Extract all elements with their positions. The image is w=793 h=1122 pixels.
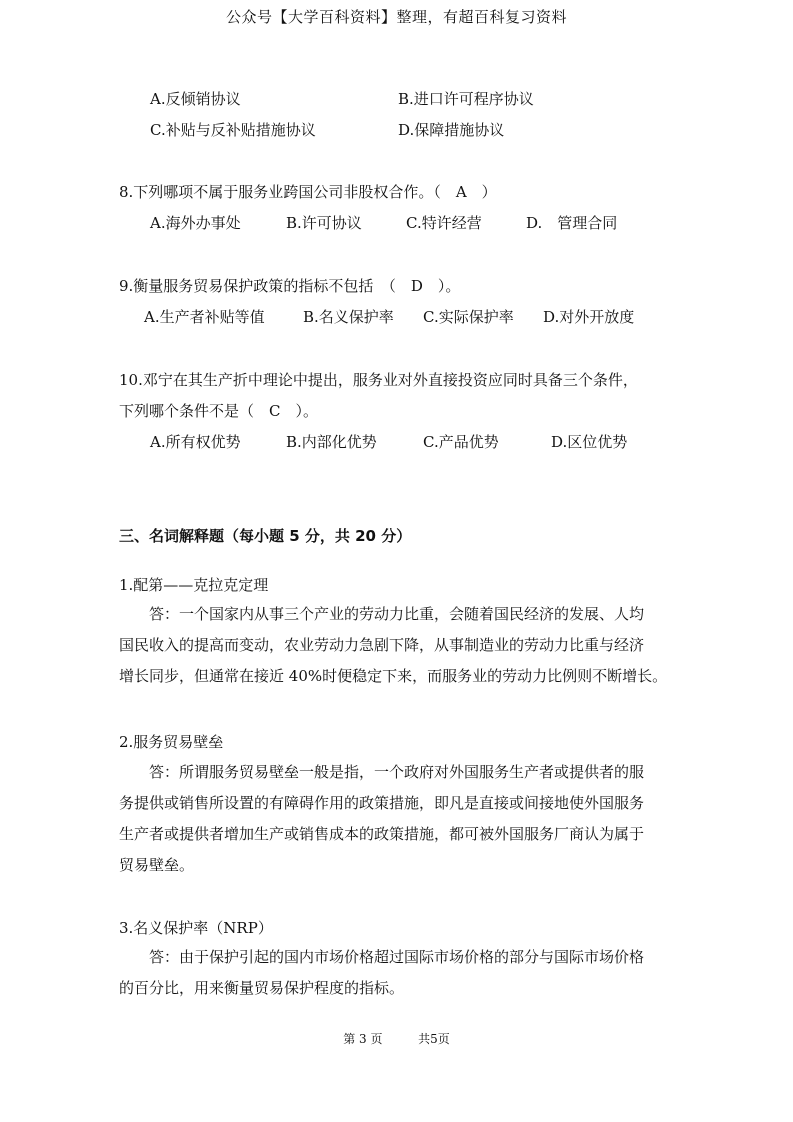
q10-option-b: B.内部化优势 (286, 433, 377, 451)
q7-option-a: A.反倾销协议 (150, 90, 241, 108)
q9-option-b: B.名义保护率 (303, 308, 394, 326)
answer-line: 答：所谓服务贸易壁垒一般是指，一个政府对外国服务生产者或提供者的服 (149, 763, 645, 781)
q10-stem-line1: 10.邓宁在其生产折中理论中提出，服务业对外直接投资应同时具备三个条件， (119, 371, 638, 389)
answer-line: 贸易壁垒。 (119, 856, 195, 874)
q9-option-a: A.生产者补贴等值 (144, 308, 265, 326)
q8-option-b: B.许可协议 (286, 214, 362, 232)
term-title: 2.服务贸易壁垒 (119, 733, 224, 751)
q8-option-a: A.海外办事处 (150, 214, 241, 232)
term-answer (119, 599, 674, 692)
page-footer (0, 1030, 793, 1047)
answer-line: 生产者或提供者增加生产或销售成本的政策措施，都可被外国服务厂商认为属于 (119, 825, 645, 843)
q10-option-d: D.区位优势 (551, 433, 628, 451)
page-header: 公众号【大学百科资料】整理，有超百科复习资料 (225, 8, 567, 26)
answer-line: 国民收入的提高而变动，农业劳动力急剧下降，从事制造业的劳动力比重与经济 (119, 636, 645, 654)
section-title: 三、名词解释题（每小题 5 分，共 20 分） (119, 527, 412, 545)
q9-option-c: C.实际保护率 (423, 308, 514, 326)
answer-line: 答：由于保护引起的国内市场价格超过国际市场价格的部分与国际市场价格 (149, 948, 645, 966)
q7-option-d: D.保障措施协议 (398, 121, 505, 139)
q9-stem: 9.衡量服务贸易保护政策的指标不包括 （ D ）。 (119, 277, 461, 295)
q8-option-d: D. 管理合同 (526, 214, 618, 232)
q7-option-c: C.补贴与反补贴措施协议 (150, 121, 316, 139)
answer-line: 增长同步，但通常在接近 40%时便稳定下来，而服务业的劳动力比例则不断增长。 (119, 667, 668, 685)
q8-stem: 8.下列哪项不属于服务业跨国公司非股权合作。（ A ） (119, 183, 497, 201)
page-number: 第 3 页 (343, 1032, 383, 1046)
q7-option-b: B.进口许可程序协议 (398, 90, 534, 108)
answer-line: 务提供或销售所设置的有障碍作用的政策措施，即凡是直接或间接地使外国服务 (119, 794, 645, 812)
page-total: 共5页 (418, 1032, 450, 1046)
term-answer (119, 757, 674, 881)
term-title: 1.配第——克拉克定理 (119, 576, 269, 594)
answer-line: 答：一个国家内从事三个产业的劳动力比重，会随着国民经济的发展、人均 (149, 605, 645, 623)
q10-option-c: C.产品优势 (423, 433, 499, 451)
answer-line: 的百分比，用来衡量贸易保护程度的指标。 (119, 979, 405, 997)
q8-option-c: C.特许经营 (406, 214, 482, 232)
q9-option-d: D.对外开放度 (543, 308, 635, 326)
term-answer (119, 942, 674, 1004)
q10-stem-line2: 下列哪个条件不是（ C ）。 (119, 402, 318, 420)
q10-option-a: A.所有权优势 (150, 433, 241, 451)
term-title: 3.名义保护率（NRP） (119, 919, 273, 937)
